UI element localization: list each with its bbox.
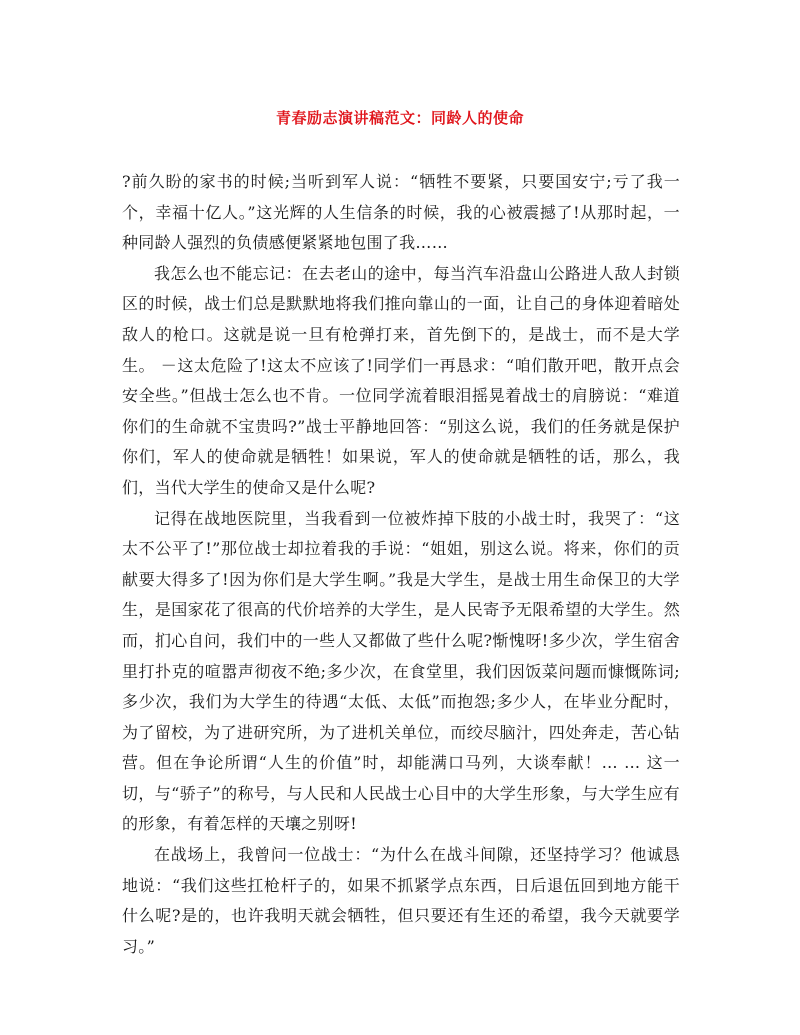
paragraph-3: 记得在战地医院里，当我看到一位被炸掉下肢的小战士时，我哭了：“这太不公平了!”那位战士却拉着我的手说：“姐姐，别这么说。将来，你们的贡献要大得多了!因为你们是大学生啊。”我是大学生，是战士用生命保卫的大学生，是国家花了很高的代价培养的大学生，是人民寄予无限希望的大学生。然而，扪心自问，我们中的一些人又都做了些什么呢?惭愧呀!多少次，学生宿舍里打扑克的喧嚣声彻夜不绝;多少次，在食堂里，我们因饭菜问题而慷慨陈词;多少次，我们为大学生的待遇“太低、太低”而抱怨;多少人，在毕业分配时，为了留校，为了进研究所，为了进机关单位，而绞尽脑汁，四处奔走，苦心钻营。但在争论所谓“人生的价值”时，却能满口马列，大谈奉献！… … 这一切，与“骄子”的称号，与人民和人民战士心目中的大学生形象，与大学生应有的形象，有着怎样的天壤之别呀!: [122, 508, 680, 834]
document-body: [122, 167, 680, 962]
paragraph-4: 在战场上，我曾问一位战士：“为什么在战斗间隙，还坚持学习？他诚恳地说：“我们这些扛枪杆子的，如果不抓紧学点东西，日后退伍回到地方能干什么呢?是的，也许我明天就会牺牲，但只要还有生还的希望，我今天就要学习。”: [122, 845, 680, 956]
paragraph-2: 我怎么也不能忘记：在去老山的途中，每当汽车沿盘山公路进人敌人封锁区的时候，战士们总是默默地将我们推向靠山的一面，让自己的身体迎着暗处敌人的枪口。这就是说一旦有枪弹打来，首先倒下的，是战士，而不是大学生。 －这太危险了!这太不应该了!同学们一再恳求：“咱们散开吧，散开点会安全些。”但战士怎么也不肯。一位同学流着眼泪摇晃着战士的肩膀说：“难道你们的生命就不宝贵吗?”战士平静地回答：“别这么说，我们的任务就是保护你们，军人的使命就是牺牲！如果说，军人的使命就是牺牲的话，那么，我们，当代大学生的使命又是什么呢?: [122, 263, 680, 497]
document-title: 青春励志演讲稿范文：同龄人的使命: [275, 109, 524, 127]
paragraph-1: ?前久盼的家书的时候;当听到军人说：“牺牲不要紧，只要国安宁;亏了我一个，幸福十亿人。”这光辉的人生信条的时候，我的心被震撼了!从那时起，一种同龄人强烈的负债感便紧紧地包围了我……: [122, 172, 680, 253]
